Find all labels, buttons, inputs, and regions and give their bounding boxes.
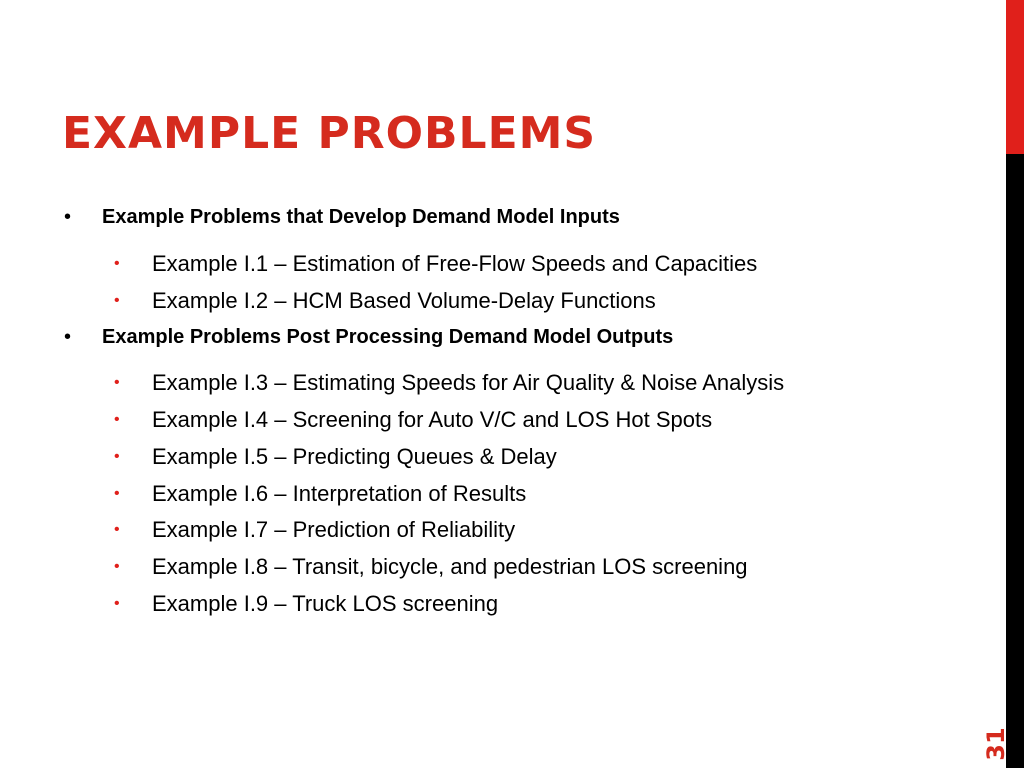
bullet-dot: • [64,326,72,348]
bullet-dot: • [114,448,120,465]
bullet-dot: • [64,206,72,228]
list-item-text: Example I.5 – Predicting Queues & Delay [152,444,557,469]
slide-title: EXAMPLE PROBLEMS [62,108,597,159]
bullet-dot: • [114,292,120,309]
list-item-text: Example I.8 – Transit, bicycle, and pedestrian LOS screening [152,554,748,579]
section-heading-text: Example Problems that Develop Demand Model Inputs [102,206,620,228]
sidebar-accent-red [1006,0,1024,154]
bullet-dot: • [114,558,120,575]
bullet-dot: • [114,485,120,502]
list-item-text: Example I.6 – Interpretation of Results [152,481,527,506]
list-item-text: Example I.9 – Truck LOS screening [152,591,499,616]
list-item-text: Example I.1 – Estimation of Free-Flow Speeds and Capacities [152,251,758,276]
bullet-dot: • [114,374,120,391]
list-item-text: Example I.4 – Screening for Auto V/C and LOS Hot Spots [152,407,713,432]
bullet-dot: • [114,411,120,428]
bullet-dot: • [114,595,120,612]
list-item-text: Example I.3 – Estimating Speeds for Air Quality & Noise Analysis [152,370,785,395]
bullet-dot: • [114,255,120,272]
list-item-text: Example I.2 – HCM Based Volume-Delay Functions [152,288,656,313]
sidebar-accent-black [1006,154,1024,768]
bullet-dot: • [114,521,120,538]
slide-number: 31 [982,727,1010,761]
section-heading-text: Example Problems Post Processing Demand Model Outputs [102,326,674,348]
list-item-text: Example I.7 – Prediction of Reliability [152,517,516,542]
